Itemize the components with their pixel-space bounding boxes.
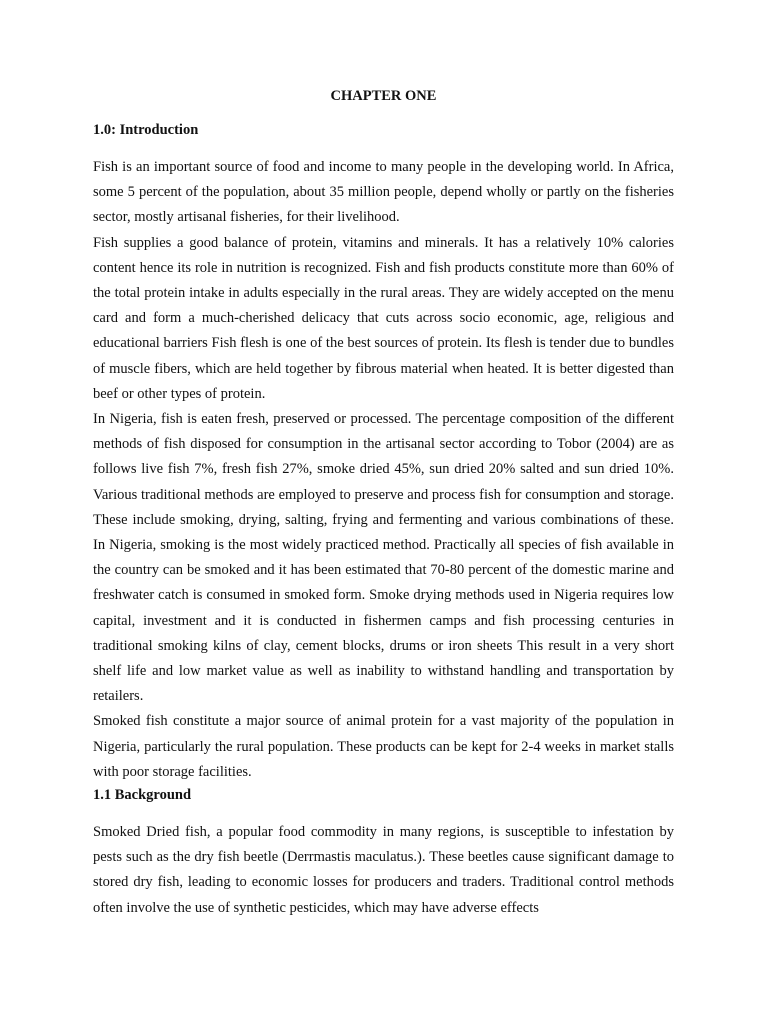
introduction-paragraph-2: Fish supplies a good balance of protein, vitamins and minerals. It has a relatively 10% calories content hence its role in nutrition is recognized. Fish and fish products constitute more than 60% of the total protein intake in adults especially in the rural areas. They are widely accepted on the menu card and form a much-cherished delicacy that cuts across socio economic, age, religious and educational barriers Fish flesh is one of the best sources of protein. Its flesh is tender due to bundles of muscle fibers, which are held together by fibrous material when heated. It is better digested than beef or other types of protein. xyxy=(93,234,674,402)
introduction-paragraph-1: Fish is an important source of food and income to many people in the developing world. In Africa, some 5 percent of the population, about 35 million people, depend wholly or partly on the fisheries sector, mostly artisanal fisheries, for their livelihood. xyxy=(93,159,674,226)
introduction-heading: 1.0: Introduction xyxy=(93,122,199,138)
introduction-paragraph-3: In Nigeria, fish is eaten fresh, preserved or processed. The percentage composition of the different methods of fish disposed for consumption in the artisanal sector according to Tobor (2004) are as follows live fish 7%, fresh fish 27%, smoke dried 45%, sun dried 20% salted and sun dried 10%. Various traditional methods are employed to preserve and process fish for consumption and storage. These include smoking, drying, salting, frying and fermenting and various combinations of these. In Nigeria, smoking is the most widely practiced method. Practically all species of fish available in the country can be smoked and it has been estimated that 70-80 percent of the domestic marine and freshwater catch is consumed in smoked form. Smoke drying methods used in Nigeria requires low capital, investment and it is conducted in fishermen camps and fish processing centuries in traditional smoking kilns of clay, cement blocks, drums or iron sheets This result in a very short shelf life and low market value as well as inability to withstand handling and transportation by retailers. xyxy=(93,411,674,705)
background-heading: 1.1 Background xyxy=(93,787,192,804)
background-paragraph-1: Smoked Dried fish, a popular food commodity in many regions, is susceptible to infestation by pests such as the dry fish beetle (Derrmastis maculatus.). These beetles cause significant damage to stored dry fish, leading to economic losses for producers and traders. Traditional control methods often involve the use of synthetic pesticides, which may have adverse effects xyxy=(93,824,674,916)
document-page xyxy=(93,86,674,921)
chapter-title: CHAPTER ONE xyxy=(330,88,437,104)
introduction-paragraph-4: Smoked fish constitute a major source of animal protein for a vast majority of the population in Nigeria, particularly the rural population. These products can be kept for 2-4 weeks in market stalls with poor storage facilities. xyxy=(93,713,674,780)
